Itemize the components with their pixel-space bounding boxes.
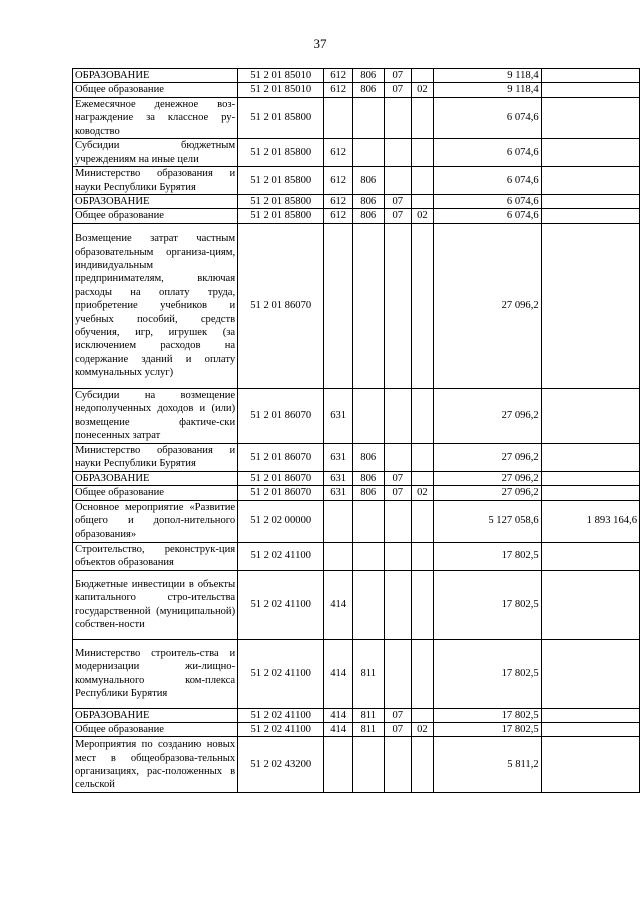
row-amount-cell: 9 118,4 [433,69,541,83]
row-section-cell [384,443,412,471]
row-amount2-cell [541,708,639,722]
row-code-cell: 51 2 01 85800 [238,167,324,195]
table-row [73,542,640,570]
row-code-cell: 51 2 01 85010 [238,83,324,97]
row-name-cell: ОБРАЗОВАНИЕ [73,195,238,209]
row-section-cell [384,639,412,708]
table-row [73,97,640,138]
row-code-cell: 51 2 01 86070 [238,443,324,471]
row-amount2-cell: 1 893 164,6 [541,500,639,542]
row-subsection-cell [412,471,434,485]
row-name-cell: Ежемесячное денежное воз-награждение за классное ру-ководство [73,97,238,138]
row-subsection-cell [412,223,434,388]
table-row [73,195,640,209]
row-ministry-cell [352,223,384,388]
row-ministry-cell [352,737,384,793]
row-code-cell: 51 2 02 43200 [238,737,324,793]
row-subsection-cell [412,97,434,138]
row-amount2-cell [541,69,639,83]
table-row [73,639,640,708]
row-subsection-cell [412,639,434,708]
table-row [73,486,640,500]
row-amount2-cell [541,737,639,793]
row-name-cell: ОБРАЗОВАНИЕ [73,69,238,83]
row-amount2-cell [541,570,639,639]
row-ministry-cell [352,500,384,542]
row-group-cell: 414 [324,639,353,708]
row-amount2-cell [541,443,639,471]
row-subsection-cell [412,69,434,83]
row-group-cell [324,500,353,542]
row-amount2-cell [541,167,639,195]
row-section-cell: 07 [384,69,412,83]
row-amount-cell: 9 118,4 [433,83,541,97]
row-group-cell: 612 [324,195,353,209]
row-name-cell: Строительство, реконструк-ция объектов образования [73,542,238,570]
row-amount-cell: 5 127 058,6 [433,500,541,542]
page-number: 37 [313,36,327,51]
row-amount-cell: 17 802,5 [433,542,541,570]
row-section-cell: 07 [384,83,412,97]
row-amount2-cell [541,723,639,737]
row-group-cell: 631 [324,388,353,443]
row-subsection-cell [412,388,434,443]
row-ministry-cell: 806 [352,195,384,209]
row-ministry-cell [352,570,384,639]
row-ministry-cell: 806 [352,167,384,195]
row-section-cell [384,167,412,195]
table-row [73,723,640,737]
row-group-cell: 414 [324,708,353,722]
row-code-cell: 51 2 01 85800 [238,195,324,209]
row-subsection-cell [412,443,434,471]
row-code-cell: 51 2 02 41100 [238,723,324,737]
row-amount2-cell [541,542,639,570]
row-section-cell [384,97,412,138]
row-ministry-cell: 806 [352,209,384,223]
table-row [73,139,640,167]
row-group-cell [324,737,353,793]
row-name-cell: Общее образование [73,83,238,97]
row-ministry-cell: 806 [352,83,384,97]
row-amount-cell: 27 096,2 [433,471,541,485]
row-section-cell: 07 [384,195,412,209]
table-row [73,737,640,793]
row-code-cell: 51 2 01 86070 [238,471,324,485]
row-group-cell: 414 [324,570,353,639]
row-code-cell: 51 2 01 85800 [238,209,324,223]
row-amount-cell: 6 074,6 [433,167,541,195]
row-group-cell: 631 [324,471,353,485]
row-name-cell: Министерство образования и науки Республики Бурятия [73,167,238,195]
row-ministry-cell: 806 [352,69,384,83]
row-subsection-cell [412,195,434,209]
table-row [73,223,640,388]
row-code-cell: 51 2 01 85800 [238,97,324,138]
row-amount2-cell [541,223,639,388]
row-section-cell: 07 [384,471,412,485]
row-ministry-cell: 806 [352,471,384,485]
row-group-cell: 612 [324,167,353,195]
row-subsection-cell [412,167,434,195]
row-group-cell [324,223,353,388]
budget-table [72,68,640,793]
row-amount2-cell [541,471,639,485]
row-ministry-cell [352,97,384,138]
row-amount2-cell [541,639,639,708]
table-row [73,69,640,83]
row-name-cell: Возмещение затрат частным образовательным организа-циям, индивидуальным предпринимателям, включая расходы на оплату труда, приобретение учебников и учебных пособий, средств обучения, игр, игрушек (за исключением расходов на содержание зданий и оплату коммунальных услуг) [73,223,238,388]
row-name-cell: ОБРАЗОВАНИЕ [73,471,238,485]
row-amount2-cell [541,97,639,138]
row-ministry-cell [352,542,384,570]
row-group-cell: 612 [324,83,353,97]
row-name-cell: Общее образование [73,723,238,737]
row-code-cell: 51 2 01 85010 [238,69,324,83]
row-ministry-cell [352,139,384,167]
row-group-cell [324,97,353,138]
row-section-cell [384,223,412,388]
row-amount-cell: 27 096,2 [433,486,541,500]
row-ministry-cell: 811 [352,708,384,722]
table-row [73,388,640,443]
row-code-cell: 51 2 02 41100 [238,542,324,570]
row-code-cell: 51 2 02 41100 [238,570,324,639]
row-code-cell: 51 2 02 41100 [238,639,324,708]
row-name-cell: Субсидии бюджетным учреждениям на иные цели [73,139,238,167]
row-group-cell [324,542,353,570]
row-name-cell: Основное мероприятие «Развитие общего и допол-нительного образования» [73,500,238,542]
row-section-cell [384,388,412,443]
row-subsection-cell [412,542,434,570]
row-subsection-cell [412,708,434,722]
row-group-cell: 631 [324,486,353,500]
row-name-cell: Общее образование [73,486,238,500]
row-amount2-cell [541,195,639,209]
row-ministry-cell: 806 [352,443,384,471]
row-amount2-cell [541,209,639,223]
row-subsection-cell [412,500,434,542]
row-name-cell: Мероприятия по созданию новых мест в общеобразова-тельных организациях, рас-положенных в сельской [73,737,238,793]
row-subsection-cell: 02 [412,486,434,500]
row-amount2-cell [541,139,639,167]
row-name-cell: Субсидии на возмещение недополученных доходов и (или) возмещение фактиче-ски понесенных затрат [73,388,238,443]
row-amount-cell: 5 811,2 [433,737,541,793]
table-row [73,500,640,542]
row-amount-cell: 17 802,5 [433,708,541,722]
row-name-cell: Общее образование [73,209,238,223]
row-section-cell [384,542,412,570]
table-row [73,209,640,223]
row-group-cell: 612 [324,139,353,167]
table-row [73,443,640,471]
row-amount-cell: 27 096,2 [433,388,541,443]
row-name-cell: Бюджетные инвестиции в объекты капитального стро-ительства государственной (муниципальной) собствен-ности [73,570,238,639]
row-amount-cell: 6 074,6 [433,195,541,209]
table-row [73,167,640,195]
row-amount2-cell [541,83,639,97]
row-ministry-cell: 811 [352,639,384,708]
row-name-cell: ОБРАЗОВАНИЕ [73,708,238,722]
row-subsection-cell [412,570,434,639]
row-ministry-cell [352,388,384,443]
row-amount-cell: 17 802,5 [433,570,541,639]
row-group-cell: 631 [324,443,353,471]
row-subsection-cell [412,737,434,793]
table-row [73,471,640,485]
row-code-cell: 51 2 02 00000 [238,500,324,542]
row-amount-cell: 6 074,6 [433,139,541,167]
row-ministry-cell: 811 [352,723,384,737]
row-amount2-cell [541,486,639,500]
row-subsection-cell [412,139,434,167]
row-ministry-cell: 806 [352,486,384,500]
row-section-cell [384,570,412,639]
row-group-cell: 612 [324,69,353,83]
row-amount-cell: 17 802,5 [433,723,541,737]
table-row [73,83,640,97]
row-code-cell: 51 2 01 86070 [238,388,324,443]
row-section-cell: 07 [384,486,412,500]
row-code-cell: 51 2 01 86070 [238,486,324,500]
row-subsection-cell: 02 [412,83,434,97]
row-amount-cell: 6 074,6 [433,209,541,223]
row-group-cell: 612 [324,209,353,223]
row-amount-cell: 6 074,6 [433,97,541,138]
row-name-cell: Министерство строитель-ства и модернизации жи-лищно-коммунального ком-плекса Республики Бурятия [73,639,238,708]
row-section-cell [384,139,412,167]
table-row [73,708,640,722]
row-name-cell: Министерство образования и науки Республики Бурятия [73,443,238,471]
row-amount-cell: 27 096,2 [433,443,541,471]
row-section-cell: 07 [384,708,412,722]
row-section-cell: 07 [384,723,412,737]
row-group-cell: 414 [324,723,353,737]
row-code-cell: 51 2 01 86070 [238,223,324,388]
row-amount2-cell [541,388,639,443]
row-amount-cell: 27 096,2 [433,223,541,388]
row-section-cell [384,737,412,793]
row-code-cell: 51 2 01 85800 [238,139,324,167]
row-subsection-cell: 02 [412,723,434,737]
row-code-cell: 51 2 02 41100 [238,708,324,722]
row-subsection-cell: 02 [412,209,434,223]
row-amount-cell: 17 802,5 [433,639,541,708]
row-section-cell: 07 [384,209,412,223]
row-section-cell [384,500,412,542]
table-row [73,570,640,639]
